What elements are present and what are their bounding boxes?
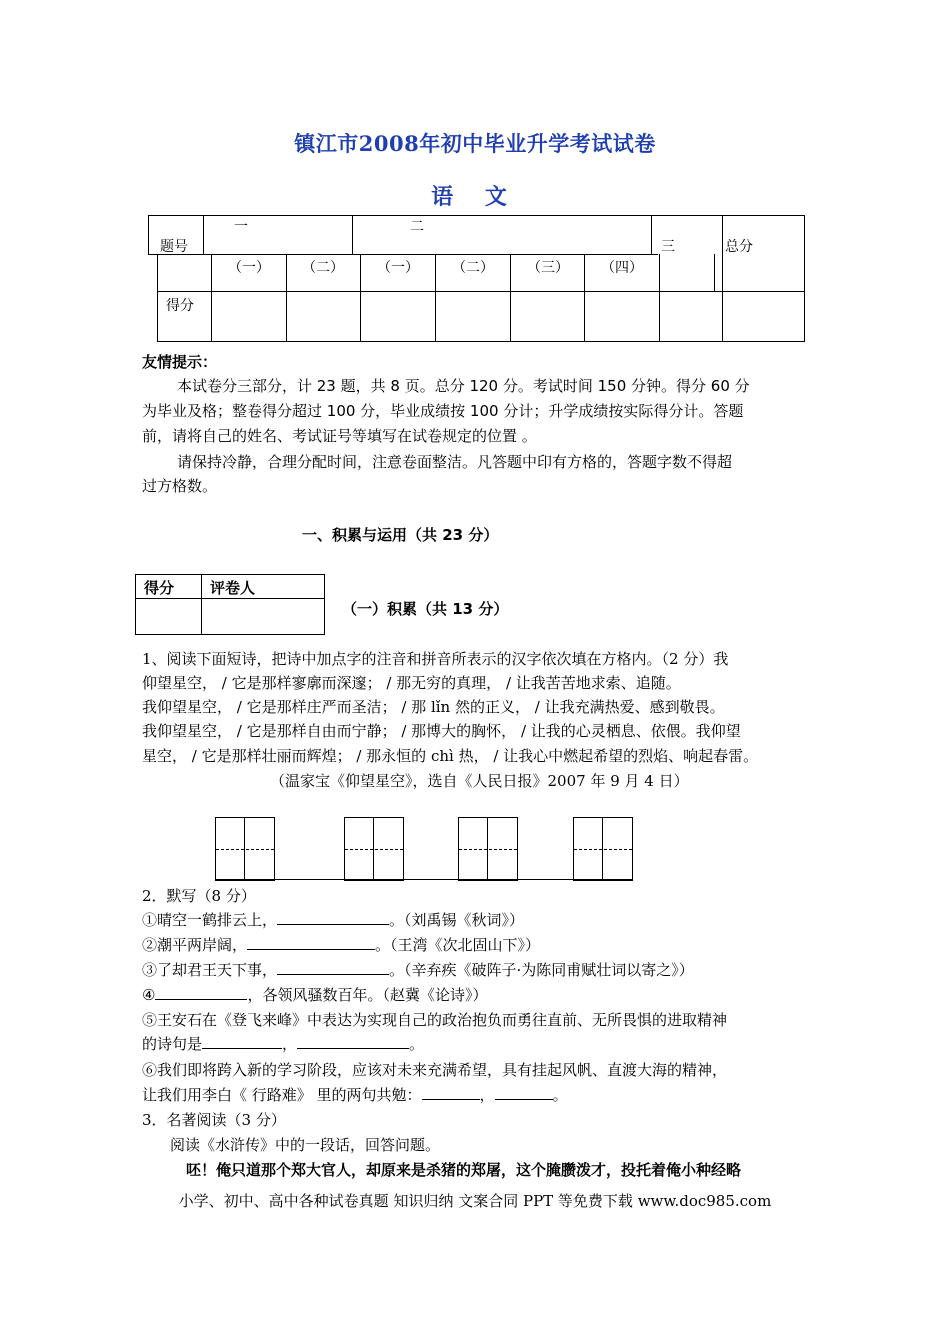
q1-line-1: 1、阅读下面短诗，把诗中加点字的注音和拼音所表示的汉字依次填在方格内。（2 分）我 [142, 650, 729, 668]
page-footer: 小学、初中、高中各种试卷真题 知识归纳 文案合同 PPT 等免费下载 www.doc985.com [178, 1192, 772, 1210]
tips-line-1: 本试卷分三部分，计 23 题，共 8 页。总分 120 分。考试时间 150 分钟。得分 60 分 [177, 377, 750, 395]
q2-item-3: ③了却君王天下事， 。（辛弃疾《破阵子·为陈同甫赋壮词以寄之》） [142, 958, 694, 982]
part-three-label: 三 [661, 239, 675, 255]
total-label: 总分 [725, 239, 753, 255]
q3-quote: 呸！俺只道那个郑大官人，却原来是杀猪的郑屠，这个腌臜泼才，投托着俺小种经略 [186, 1161, 742, 1179]
q2-blank-4[interactable] [155, 983, 247, 1000]
sub-one-2: （二） [302, 260, 344, 276]
grader-person-label: 评卷人 [210, 579, 256, 597]
grader-score-label: 得分 [144, 579, 175, 597]
sub-two-2: （二） [452, 260, 494, 276]
answer-box-3[interactable] [458, 817, 518, 881]
tips-line-5: 过方格数。 [142, 477, 218, 495]
score-row-label: 得分 [166, 298, 194, 314]
q2-item-5-line-2: 的诗句是 ， 。 [142, 1032, 424, 1056]
sub-two-3: （三） [527, 260, 569, 276]
q2-item-6-line-2: 让我们用李白《 行路难》 里的两句共勉： ， 。 [142, 1083, 568, 1107]
part-two-label: 二 [410, 219, 424, 235]
q1-source: （温家宝《仰望星空》，选自《人民日报》2007 年 9 月 4 日） [270, 772, 689, 790]
tips-line-2: 为毕业及格；整卷得分超过 100 分，毕业成绩按 100 分计；升学成绩按实际得分计。答题 [142, 402, 744, 420]
q1-line-4: 我仰望星空， / 它是那样自由而宁静； / 那博大的胸怀， / 让我的心灵栖息、依偎。我仰望 [142, 722, 741, 740]
question-number-label: 题号 [160, 239, 188, 255]
q2-item-5-line-1: ⑤王安石在《登飞来峰》中表达为实现自己的政治抱负而勇往直前、无所畏惧的进取精神 [142, 1011, 728, 1029]
exam-title: 镇江市2008年初中毕业升学考试试卷 [294, 131, 656, 156]
q3-intro: 阅读《水浒传》中的一段话，回答问题。 [170, 1136, 441, 1154]
q2-blank-1[interactable] [277, 908, 389, 925]
q2-heading: 2．默写（8 分） [142, 887, 256, 905]
q2-item-6-line-1: ⑥我们即将跨入新的学习阶段，应该对未来充满希望，具有挂起风帆、直渡大海的精神， [142, 1061, 728, 1079]
sub-one-1: （一） [228, 260, 270, 276]
answer-box-1[interactable] [215, 817, 275, 881]
subject-title: 语 文 [431, 184, 519, 210]
answer-baseline [215, 879, 632, 880]
q2-blank-3[interactable] [277, 958, 389, 975]
sub-two-4: （四） [601, 260, 643, 276]
tips-heading: 友情提示： [142, 353, 218, 371]
q2-item-2: ②潮平两岸阔， 。（王湾《次北固山下》） [142, 933, 540, 957]
q1-line-2: 仰望星空， / 它是那样寥廓而深邃； / 那无穷的真理， / 让我苦苦地求索、追随。 [142, 674, 681, 692]
q1-line-5: 星空， / 它是那样壮丽而辉煌； / 那永恒的 chì 热， / 让我心中燃起希望的烈焰、响起春雷。 [142, 747, 759, 765]
part-one-label: 一 [234, 219, 248, 235]
q2-blank-6a[interactable] [422, 1083, 480, 1100]
q2-blank-2[interactable] [247, 933, 375, 950]
q2-item-4: ④ ，各领风骚数百年。（赵冀《论诗》） [142, 983, 487, 1007]
answer-box-4[interactable] [573, 817, 633, 881]
q2-item-1: ①晴空一鹤排云上， 。（刘禹锡《秋词》） [142, 908, 524, 932]
answer-box-2[interactable] [344, 817, 404, 881]
subsection-heading: （一）积累（共 13 分） [342, 600, 509, 618]
tips-line-3: 前，请将自己的姓名、考试证号等填写在试卷规定的位置 。 [142, 427, 537, 445]
q2-blank-5b[interactable] [297, 1032, 409, 1049]
tips-line-4: 请保持冷静，合理分配时间，注意卷面整洁。凡答题中印有方格的，答题字数不得超 [177, 453, 733, 471]
sub-two-1: （一） [377, 260, 419, 276]
section-one-heading: 一、积累与运用（共 23 分） [302, 526, 499, 544]
q1-line-3: 我仰望星空， / 它是那样庄严而圣洁； / 那 lǐn 然的正义， / 让我充满热爱、感到敬畏。 [142, 698, 725, 716]
q3-heading: 3．名著阅读（3 分） [142, 1111, 286, 1129]
q2-blank-6b[interactable] [495, 1083, 553, 1100]
q2-blank-5a[interactable] [202, 1032, 282, 1049]
